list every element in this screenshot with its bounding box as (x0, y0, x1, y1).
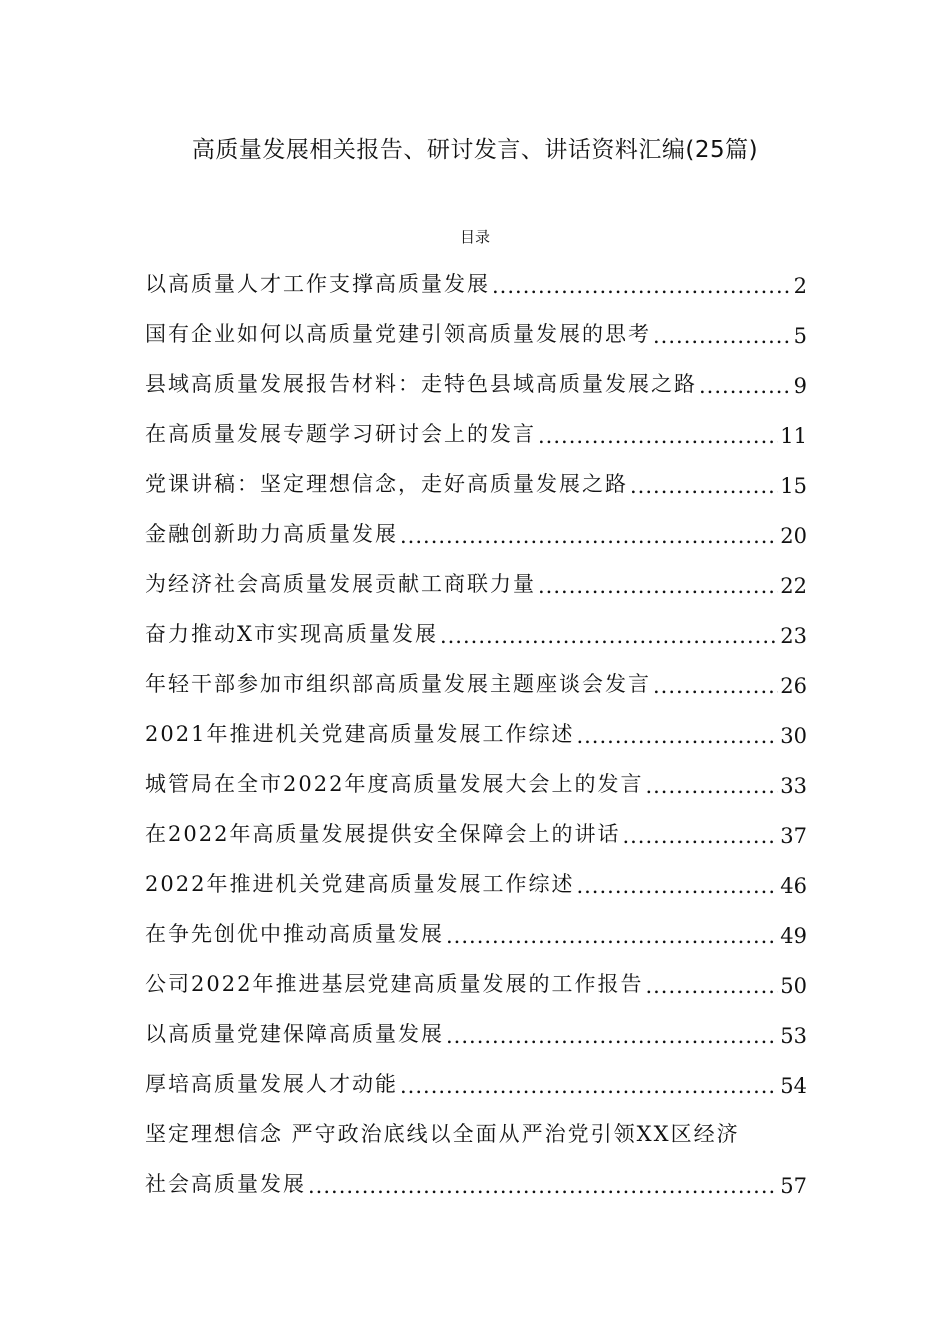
toc-entry[interactable] (145, 548, 807, 598)
toc-entry-title: 县域高质量发展报告材料：走特色县域高质量发展之路 (145, 372, 697, 396)
toc-entry[interactable] (145, 898, 807, 948)
toc-page-number: 33 (780, 774, 807, 798)
toc-entry[interactable] (145, 498, 807, 548)
toc-page-number: 20 (780, 524, 807, 548)
toc-entry[interactable] (145, 1098, 807, 1198)
toc-leader-dots (400, 524, 778, 548)
toc-entry[interactable] (145, 1048, 807, 1098)
toc-entry[interactable] (145, 998, 807, 1048)
toc-entry[interactable] (145, 598, 807, 648)
toc-page-number: 54 (780, 1074, 807, 1098)
toc-entry-title: 公司2022年推进基层党建高质量发展的工作报告 (145, 972, 644, 996)
toc-entry[interactable] (145, 248, 807, 298)
toc-entry-title: 城管局在全市2022年度高质量发展大会上的发言 (145, 772, 644, 796)
toc-entry-title: 2021年推进机关党建高质量发展工作综述 (145, 722, 575, 746)
toc-entry-title: 2022年推进机关党建高质量发展工作综述 (145, 872, 575, 896)
toc-page-number: 5 (793, 324, 807, 348)
toc-page-number: 53 (780, 1024, 807, 1048)
toc-entry-title: 以高质量人才工作支撑高质量发展 (145, 272, 490, 296)
toc-entry[interactable] (145, 848, 807, 898)
toc-leader-dots (446, 924, 778, 948)
toc-entry[interactable] (145, 398, 807, 448)
toc-page-number: 50 (780, 974, 807, 998)
toc-leader-dots (645, 974, 778, 998)
toc-page-number: 30 (780, 724, 807, 748)
toc-page-number: 46 (780, 874, 807, 898)
toc-leader-dots (308, 1174, 778, 1198)
toc-entry-title: 在争先创优中推动高质量发展 (145, 922, 444, 946)
toc-page-number: 23 (780, 624, 807, 648)
document-title: 高质量发展相关报告、研讨发言、讲话资料汇编(25篇) (191, 137, 759, 163)
toc-leader-dots (645, 774, 778, 798)
toc-entry-title: 在高质量发展专题学习研讨会上的发言 (145, 422, 536, 446)
toc-entry-title: 金融创新助力高质量发展 (145, 522, 398, 546)
toc-leader-dots (653, 674, 778, 698)
toc-page-number: 11 (780, 424, 807, 448)
toc-leader-dots (622, 824, 778, 848)
toc-entry[interactable] (145, 798, 807, 848)
toc-leader-dots (630, 474, 778, 498)
toc-entry[interactable] (145, 948, 807, 998)
toc-entry-title: 奋力推动X市实现高质量发展 (145, 622, 438, 646)
toc-entry[interactable] (145, 698, 807, 748)
toc-entry-title: 以高质量党建保障高质量发展 (145, 1022, 444, 1046)
toc-entry-title: 党课讲稿：坚定理想信念，走好高质量发展之路 (145, 472, 628, 496)
toc-page-number: 15 (780, 474, 807, 498)
toc-page-number: 22 (780, 574, 807, 598)
toc-leader-dots (699, 374, 792, 398)
toc-page-number: 9 (793, 374, 807, 398)
toc-entry-title-continued: 社会高质量发展 (145, 1172, 306, 1196)
toc-entry[interactable] (145, 648, 807, 698)
toc-leader-dots (446, 1024, 778, 1048)
toc-leader-dots (538, 424, 778, 448)
toc-page-number: 26 (780, 674, 807, 698)
table-of-contents (145, 248, 807, 1198)
toc-entry[interactable] (145, 748, 807, 798)
toc-leader-dots (576, 724, 778, 748)
toc-page-number: 37 (780, 824, 807, 848)
toc-entry-title: 为经济社会高质量发展贡献工商联力量 (145, 572, 536, 596)
toc-leader-dots (538, 574, 778, 598)
toc-leader-dots (492, 274, 792, 298)
toc-entry-title: 国有企业如何以高质量党建引领高质量发展的思考 (145, 322, 651, 346)
toc-entry[interactable] (145, 298, 807, 348)
toc-heading: 目录 (459, 228, 490, 246)
toc-leader-dots (440, 624, 778, 648)
toc-entry-title: 在2022年高质量发展提供安全保障会上的讲话 (145, 822, 621, 846)
toc-entry[interactable] (145, 348, 807, 398)
toc-entry[interactable] (145, 448, 807, 498)
toc-leader-dots (576, 874, 778, 898)
toc-leader-dots (653, 324, 792, 348)
toc-entry-title: 年轻干部参加市组织部高质量发展主题座谈会发言 (145, 672, 651, 696)
toc-page-number: 49 (780, 924, 807, 948)
toc-leader-dots (400, 1074, 778, 1098)
toc-entry-title: 坚定理想信念 严守政治底线以全面从严治党引领XX区经济 (145, 1122, 740, 1146)
toc-page-number: 2 (793, 274, 807, 298)
toc-entry-title: 厚培高质量发展人才动能 (145, 1072, 398, 1096)
toc-page-number: 57 (780, 1174, 807, 1198)
